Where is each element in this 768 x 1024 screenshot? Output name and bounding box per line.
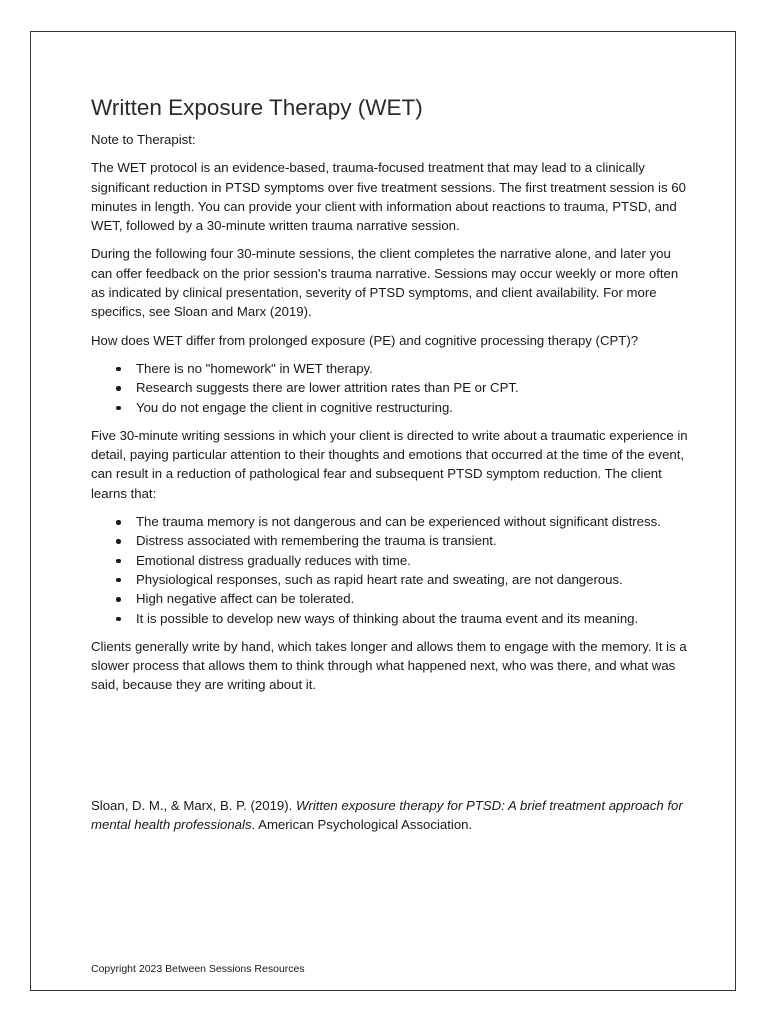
copyright-footer: Copyright 2023 Between Sessions Resources	[91, 963, 305, 975]
list-item: You do not engage the client in cognitive restructuring.	[136, 398, 691, 417]
paragraph-intro: The WET protocol is an evidence-based, trauma-focused treatment that may lead to a clinically significant reduction in PTSD symptoms over five treatment sessions. The first treatment session is 60 minutes in length. You can provide your client with information about reactions to trauma, PTSD, and WET, followed by a 30-minute written trauma narrative session.	[91, 160, 686, 234]
list-item: High negative affect can be tolerated.	[136, 589, 691, 608]
note-heading: Note to Therapist:	[91, 132, 196, 147]
list-item: Physiological responses, such as rapid heart rate and sweating, are not dangerous.	[136, 570, 691, 589]
list-item: The trauma memory is not dangerous and can be experienced without significant distress.	[136, 512, 691, 531]
list-item: It is possible to develop new ways of thinking about the trauma event and its meaning.	[136, 609, 691, 628]
reference-authors: Sloan, D. M., & Marx, B. P. (2019).	[91, 798, 296, 813]
learnings-list	[91, 512, 691, 628]
reference-book-title: Written exposure therapy for PTSD: A brief treatment approach for mental health professionals	[91, 798, 683, 833]
differences-list	[91, 359, 691, 417]
list-item: Distress associated with remembering the trauma is transient.	[136, 531, 691, 550]
reference-publisher: . American Psychological Association.	[251, 817, 473, 833]
list-item: There is no "homework" in WET therapy.	[136, 359, 691, 378]
paragraph-question: How does WET differ from prolonged exposure (PE) and cognitive processing therapy (CPT)?	[91, 332, 639, 348]
page-title: Written Exposure Therapy (WET)	[91, 95, 423, 120]
list-item: Emotional distress gradually reduces with time.	[136, 551, 691, 570]
list-item: Research suggests there are lower attrition rates than PE or CPT.	[136, 378, 691, 397]
reference-citation	[91, 796, 691, 835]
paragraph-writing-sessions: Five 30-minute writing sessions in which your client is directed to write about a traumatic experience in detail, paying particular attention to their thoughts and emotions that occurred at the time of the event, can result in a reduction of pathological fear and subsequent PTSD symptom reduction. The client learns that:	[91, 427, 688, 501]
paragraph-handwriting: Clients generally write by hand, which takes longer and allows them to engage with the memory. It is a slower process that allows them to think through what happened next, who was there, and what was said, because they are writing about it.	[91, 638, 687, 693]
document-body	[91, 94, 691, 704]
document-page	[30, 31, 736, 991]
paragraph-sessions: During the following four 30-minute sessions, the client completes the narrative alone, and later you can offer feedback on the prior session's trauma narrative. Sessions may occur weekly or more often as indicated by clinical presentation, severity of PTSD symptoms, and client availability. For more specifics, see Sloan and Marx (2019).	[91, 246, 679, 320]
